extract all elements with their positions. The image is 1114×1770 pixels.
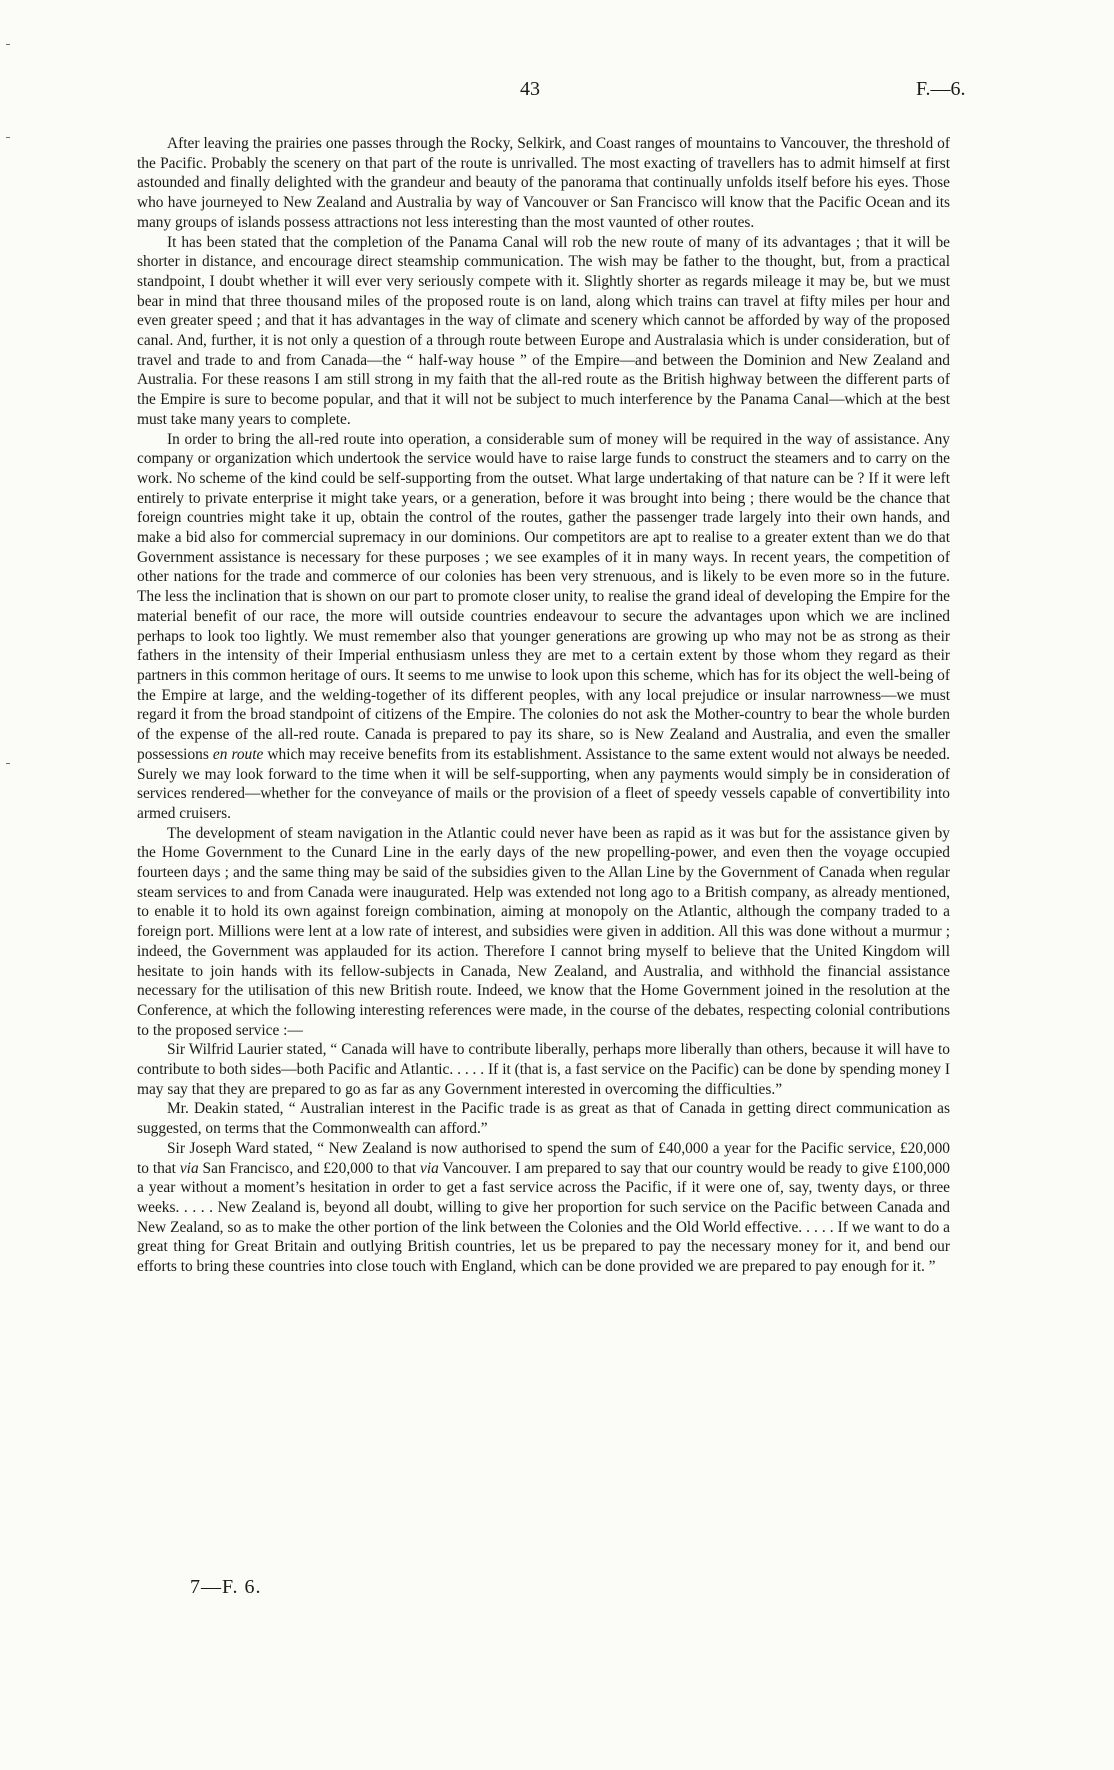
paragraph-text: San Francisco, and £20,000 to that (198, 1159, 420, 1177)
paragraph-text: The development of steam navigation in the Atlantic could never have been as rapid as it was but for the assistance given by the Home Government to the Cunard Line in the early days of the new propelling-power, and even then the voyage occupied fourteen days ; and the same thing may be said of the subsidies given to the Allan Line by the Government of Canada when regular steam services to and from Canada were inaugurated. Help was extended not long ago to a British company, as already mentioned, to enable it to hold its own against foreign combination, aiming at monopoly on the Atlantic, although the company traded to a foreign port. Millions were lent at a low rate of interest, and subsidies were given in addition. All this was done without a murmur ; indeed, the Government was applauded for its action. Therefore I cannot bring myself to believe that the United Kingdom will hesitate to join hands with its fellow-subjects in Canada, New Zealand, and Australia, and withhold the financial assistance necessary for the utilisation of this new British route. Indeed, we know that the Home Government joined in the resolution at the Conference, at which the following interesting references were made, in the course of the debates, respecting colonial contributions to the proposed service :— (137, 824, 950, 1039)
paragraph-text: Vancouver. I am prepared to say that our country would be ready to give £100,000 a year without a moment’s hesitation in order to get a fast service across the Pacific, if it were one of, say, twenty days, or three weeks. . . . . New Zealand is, beyond all doubt, willing to give her proportion for such service on the Pacific between Canada and New Zealand, so as to make the other portion of the link between the Colonies and the Old World effective. . . . . If we want to do a great thing for Great Britain and outlying British countries, let us be prepared to pay the necessary money for it, and bend our efforts to bring these countries into close touch with England, which can be done provided we are prepared to pay enough for it. ” (137, 1159, 950, 1276)
italic-text: via (420, 1159, 439, 1177)
paragraph-text: which may receive benefits from its establishment. Assistance to the same extent would not always be needed. Surely we may look forward to the time when it will be self-supporting, when any payments would simply be in consideration of services rendered—whether for the conveyance of mails or the provision of a fleet of speedy vessels capable of convertibility into armed cruisers. (137, 745, 950, 822)
body-text (137, 134, 950, 1277)
paragraph (137, 233, 950, 430)
paragraph (137, 134, 950, 233)
paragraph-text: It has been stated that the completion of the Panama Canal will rob the new route of many of its advantages ; that it will be shorter in distance, and encourage direct steamship communication. The wish may be father to the thought, but, from a practical standpoint, I doubt whether it will ever very seriously compete with it. Slightly shorter as regards mileage it may be, but we must bear in mind that three thousand miles of the proposed route is on land, along which trains can travel at fifty miles per hour and even greater speed ; and that it has advantages in the way of climate and scenery which cannot be afforded by way of the proposed canal. And, further, it is not only a question of a through route between Europe and Australasia which is under consideration, but of travel and trade to and from Canada—the “ half-way house ” of the Empire—and between the Dominion and New Zealand and Australia. For these reasons I am still strong in my faith that the all-red route as the British highway between the different parts of the Empire is sure to become popular, and that it will not be subject to much interference by the Panama Canal—which at the best must take many years to complete. (137, 233, 950, 428)
margin-mark (6, 137, 10, 138)
paragraph-text: Sir Wilfrid Laurier stated, “ Canada will have to contribute liberally, perhaps more liberally than others, because it will have to contribute to both sides—both Pacific and Atlantic. . . . . If it (that is, a fast service on the Pacific) can be done by spending money I may say that they are prepared to go as far as any Government interested in overcoming the difficulties.” (137, 1041, 950, 1098)
paragraph (137, 824, 950, 1041)
signature-mark: 7—F. 6. (190, 1576, 262, 1598)
paragraph-text: Sir Joseph Ward stated, “ New Zealand is now authorised to spend the sum of £40,000 a year for the Pacific service, £20,000 to that (137, 1139, 950, 1177)
paragraph (137, 430, 950, 824)
paragraph-text: Mr. Deakin stated, “ Australian interest in the Pacific trade is as great as that of Canada in getting direct communication as suggested, on terms that the Commonwealth can afford.” (137, 1100, 950, 1138)
page-header (0, 78, 1114, 108)
paragraph (137, 1040, 950, 1099)
paragraph (137, 1139, 950, 1277)
margin-mark (6, 763, 10, 764)
italic-text: via (179, 1159, 199, 1177)
margin-mark (6, 44, 10, 45)
paragraph-text: In order to bring the all-red route into operation, a considerable sum of money will be required in the way of assistance. Any company or organization which undertook the service would have to raise large funds to construct the steamers and to carry on the work. No scheme of the kind could be self-supporting from the outset. What large undertaking of that nature can be ? If it were left entirely to private enterprise it might take years, or a generation, before it was brought into being ; there would be the chance that foreign countries might take it up, obtain the control of the routes, gather the passenger trade largely into their own hands, and make a bid also for commercial supremacy in our dominions. Our competitors are apt to realise to a greater extent than we do that Government assistance is necessary for these purposes ; we see examples of it in many ways. In recent years, the competition of other nations for the trade and commerce of our colonies has been very strenuous, and is likely to be even more so in the future. The less the inclination that is shown on our part to promote closer unity, to realise the grand ideal of developing the Empire for the material benefit of our race, the more will outside countries endeavour to secure the advantages upon which we are inclined perhaps to look too lightly. We must remember also that younger generations are growing up who may not be as strong as their fathers in the intensity of their Imperial enthusiasm unless they are met to a certain extent by those whom they regard as their partners in this common heritage of ours. It seems to me unwise to look upon this scheme, which has for its object the well-being of the Empire at large, and the welding-together of its different peoples, with any local prejudice or insular narrowness—we must regard it from the broad standpoint of citizens of the Empire. The colonies do not ask the Mother-country to bear the whole burden of the expense of the all-red route. Canada is prepared to pay its share, so is New Zealand and Australia, and even the smaller possessions (137, 430, 950, 763)
paragraph-text: After leaving the prairies one passes through the Rocky, Selkirk, and Coast ranges of mountains to Vancouver, the threshold of the Pacific. Probably the scenery on that part of the route is unrivalled. The most exacting of travellers has to admit himself at first astounded and finally delighted with the grandeur and beauty of the panorama that continually unfolds itself before his eyes. Those who have journeyed to New Zealand and Australia by way of Vancouver or San Francisco will know that the Pacific Ocean and its many groups of islands possess attractions not less interesting than the most vaunted of other routes. (137, 135, 950, 231)
document-reference: F.—6. (916, 78, 966, 100)
italic-text: en route (212, 745, 264, 763)
page-number: 43 (520, 78, 540, 100)
paragraph (137, 1099, 950, 1138)
